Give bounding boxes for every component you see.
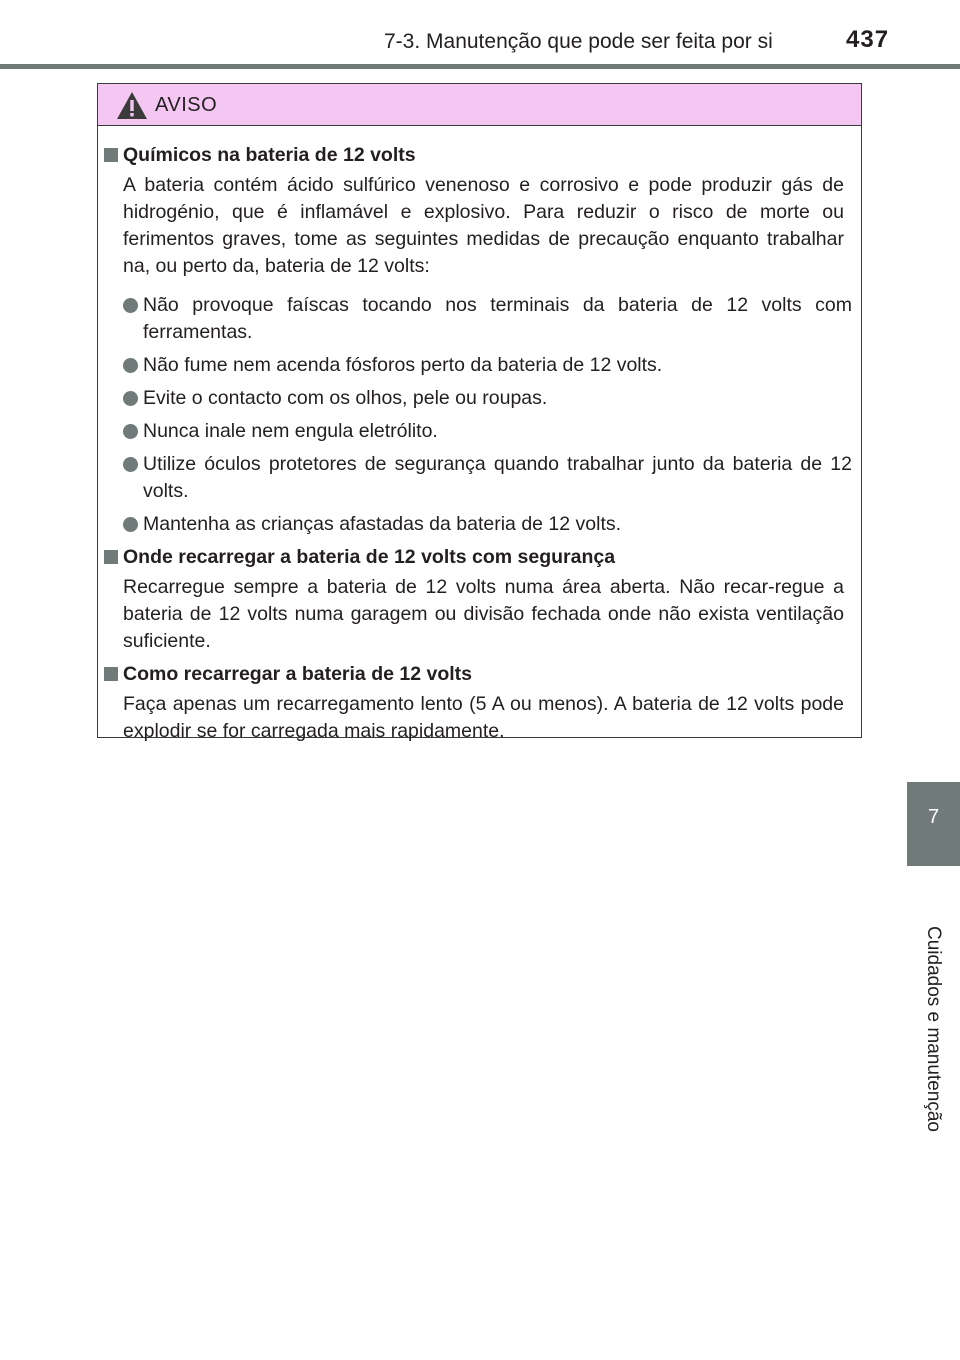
section-text: Recarregue sempre a bateria de 12 volts numa área aberta. Não recar-regue a bateria de 12 volts numa garagem ou divisão fechada onde não exista ventilação suficiente. bbox=[123, 576, 844, 652]
list-item: Não fume nem acenda fósforos perto da bateria de 12 volts. bbox=[98, 352, 860, 379]
section-title: Como recarregar a bateria de 12 volts bbox=[98, 661, 860, 691]
page-header bbox=[0, 0, 960, 70]
list-item: Evite o contacto com os olhos, pele ou roupas. bbox=[98, 385, 860, 412]
section-title: Químicos na bateria de 12 volts bbox=[98, 142, 860, 172]
square-bullet-icon bbox=[104, 550, 118, 564]
list-item: Não provoque faíscas tocando nos terminais da bateria de 12 volts com ferramentas. bbox=[98, 292, 860, 346]
round-bullet-icon bbox=[123, 391, 138, 406]
header-rule bbox=[0, 64, 960, 69]
section-how-to-charge bbox=[98, 661, 860, 745]
section-title: Onde recarregar a bateria de 12 volts com segurança bbox=[98, 544, 860, 574]
chapter-tab-number: 7 bbox=[927, 806, 940, 828]
list-item: Utilize óculos protetores de segurança quando trabalhar junto da bateria de 12 volts. bbox=[98, 451, 860, 505]
square-bullet-icon bbox=[104, 148, 118, 162]
square-bullet-icon bbox=[104, 667, 118, 681]
page-number: 437 bbox=[846, 26, 890, 53]
warning-header bbox=[98, 84, 861, 126]
round-bullet-icon bbox=[123, 457, 138, 472]
warning-body bbox=[98, 142, 860, 745]
section-safe-charging-location bbox=[98, 544, 860, 655]
warning-title: AVISO bbox=[155, 94, 218, 116]
list-item: Nunca inale nem engula eletrólito. bbox=[98, 418, 860, 445]
warning-triangle-icon bbox=[116, 91, 148, 120]
round-bullet-icon bbox=[123, 358, 138, 373]
round-bullet-icon bbox=[123, 424, 138, 439]
chapter-tab[interactable] bbox=[907, 782, 960, 866]
chapter-title: 7-3. Manutenção que pode ser feita por si bbox=[384, 30, 773, 53]
chapter-tab-label: Cuidados e manutenção bbox=[923, 926, 944, 1132]
section-text: Faça apenas um recarregamento lento (5 A ou menos). A bateria de 12 volts pode explodir se for carregada mais rapidamente. bbox=[123, 693, 844, 742]
round-bullet-icon bbox=[123, 298, 138, 313]
list-item: Mantenha as crianças afastadas da bateria de 12 volts. bbox=[98, 511, 860, 538]
section-text: A bateria contém ácido sulfúrico venenoso e corrosivo e pode produzir gás de hidrogénio, que é inflamável e explosivo. Para reduzir o risco de morte ou ferimentos graves, tome as seguintes medidas de precaução enquanto trabalhar na, ou perto da, bateria de 12 volts: bbox=[123, 174, 844, 277]
round-bullet-icon bbox=[123, 517, 138, 532]
warning-box bbox=[97, 83, 862, 742]
section-battery-chemicals bbox=[98, 142, 860, 538]
